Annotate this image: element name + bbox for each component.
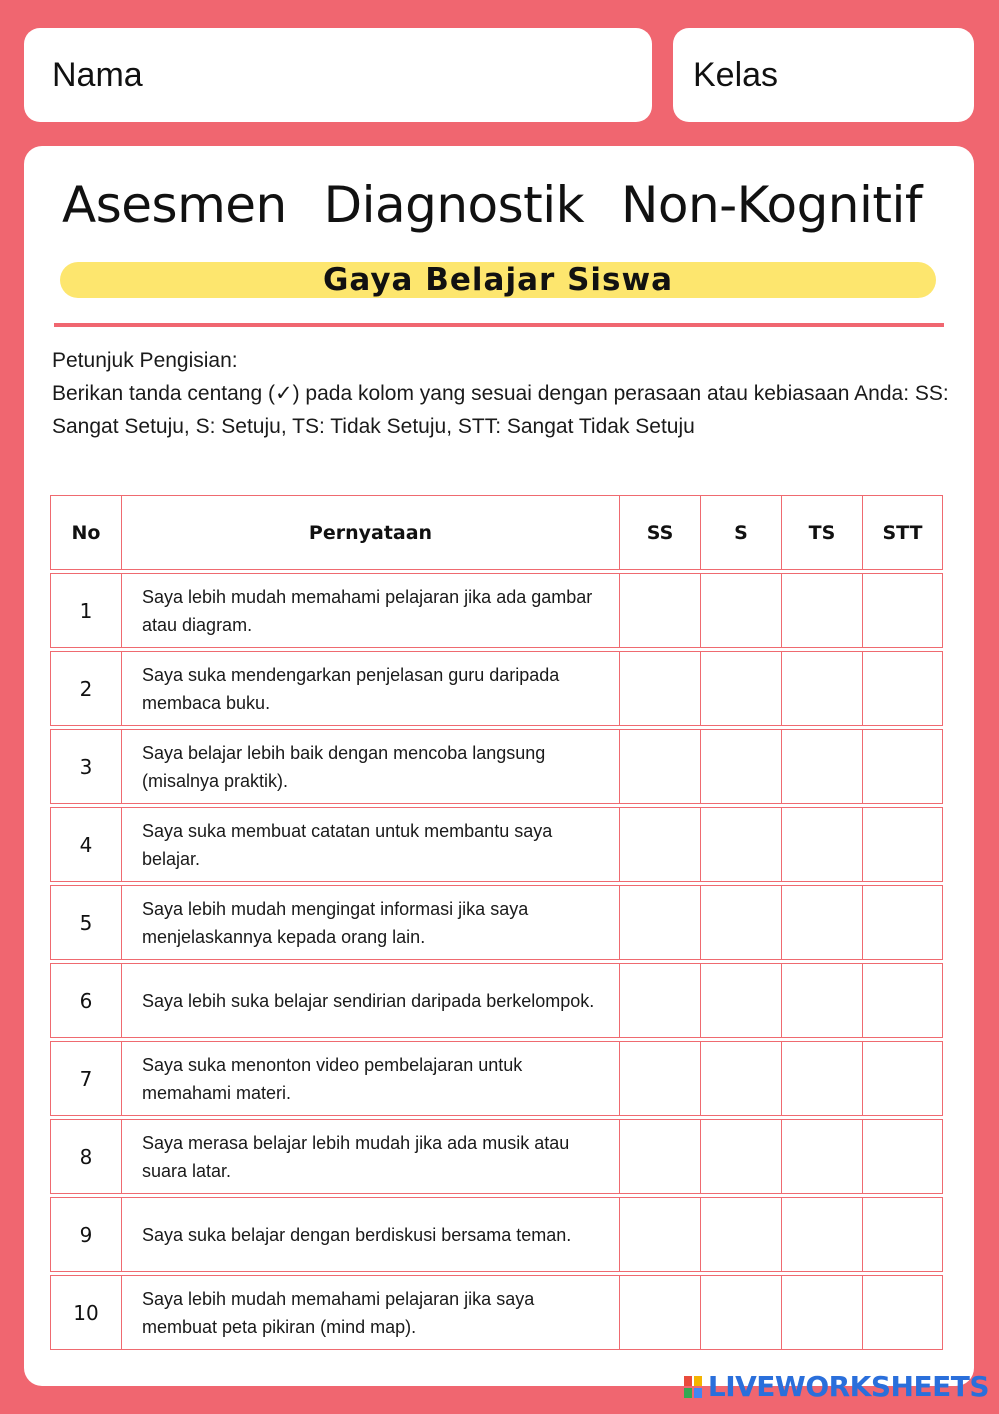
- table-row: [50, 963, 943, 1038]
- option-stt-cell[interactable]: [862, 1197, 943, 1272]
- row-statement: Saya lebih suka belajar sendirian daripada berkelompok.: [121, 963, 619, 1038]
- row-number: 2: [50, 651, 121, 726]
- option-ss-cell[interactable]: [619, 729, 700, 804]
- row-statement: Saya lebih mudah mengingat informasi jika saya menjelaskannya kepada orang lain.: [121, 885, 619, 960]
- option-ts-cell[interactable]: [781, 651, 862, 726]
- option-s-cell[interactable]: [700, 963, 781, 1038]
- option-s-cell[interactable]: [700, 1275, 781, 1350]
- table-row: [50, 1119, 943, 1194]
- option-ss-cell[interactable]: [619, 1275, 700, 1350]
- table-row: [50, 573, 943, 648]
- option-stt-cell[interactable]: [862, 807, 943, 882]
- row-number: 9: [50, 1197, 121, 1272]
- option-s-cell[interactable]: [700, 807, 781, 882]
- row-number: 5: [50, 885, 121, 960]
- option-ss-cell[interactable]: [619, 573, 700, 648]
- row-statement: Saya lebih mudah memahami pelajaran jika saya membuat peta pikiran (mind map).: [121, 1275, 619, 1350]
- header-no: No: [50, 495, 121, 570]
- logo-square-icon: [694, 1388, 702, 1398]
- table-row: [50, 651, 943, 726]
- header-s: S: [700, 495, 781, 570]
- option-s-cell[interactable]: [700, 651, 781, 726]
- liveworksheets-logo-icon: [684, 1376, 702, 1398]
- option-stt-cell[interactable]: [862, 1119, 943, 1194]
- option-stt-cell[interactable]: [862, 963, 943, 1038]
- logo-square-icon: [694, 1376, 702, 1386]
- row-number: 7: [50, 1041, 121, 1116]
- table-row: [50, 1197, 943, 1272]
- option-s-cell[interactable]: [700, 729, 781, 804]
- row-number: 10: [50, 1275, 121, 1350]
- option-s-cell[interactable]: [700, 885, 781, 960]
- watermark-text: LIVEWORKSHEETS: [707, 1370, 989, 1403]
- option-ss-cell[interactable]: [619, 885, 700, 960]
- header-stt: STT: [862, 495, 943, 570]
- option-ts-cell[interactable]: [781, 1275, 862, 1350]
- header-statement: Pernyataan: [121, 495, 619, 570]
- instructions-block: [52, 344, 952, 443]
- option-stt-cell[interactable]: [862, 1041, 943, 1116]
- title-word-1: Asesmen: [62, 176, 287, 234]
- row-statement: Saya lebih mudah memahami pelajaran jika ada gambar atau diagram.: [121, 573, 619, 648]
- liveworksheets-watermark[interactable]: [684, 1370, 989, 1403]
- option-ts-cell[interactable]: [781, 963, 862, 1038]
- table-row: [50, 729, 943, 804]
- table-row: [50, 1275, 943, 1350]
- page-title: [62, 176, 922, 234]
- option-s-cell[interactable]: [700, 1041, 781, 1116]
- logo-square-icon: [684, 1376, 692, 1386]
- survey-table: [50, 492, 943, 1353]
- row-statement: Saya belajar lebih baik dengan mencoba langsung (misalnya praktik).: [121, 729, 619, 804]
- header-ss: SS: [619, 495, 700, 570]
- option-ss-cell[interactable]: [619, 963, 700, 1038]
- title-word-3: Non-Kognitif: [620, 176, 922, 234]
- row-number: 3: [50, 729, 121, 804]
- subtitle-text: Gaya Belajar Siswa: [322, 262, 674, 298]
- table-row: [50, 807, 943, 882]
- subtitle-banner: [60, 262, 936, 298]
- class-label: Kelas: [693, 55, 779, 94]
- option-ts-cell[interactable]: [781, 1041, 862, 1116]
- row-statement: Saya suka mendengarkan penjelasan guru daripada membaca buku.: [121, 651, 619, 726]
- row-number: 4: [50, 807, 121, 882]
- option-ts-cell[interactable]: [781, 885, 862, 960]
- option-stt-cell[interactable]: [862, 885, 943, 960]
- option-stt-cell[interactable]: [862, 651, 943, 726]
- option-ts-cell[interactable]: [781, 807, 862, 882]
- name-label: Nama: [52, 55, 143, 94]
- row-statement: Saya suka menonton video pembelajaran untuk memahami materi.: [121, 1041, 619, 1116]
- option-s-cell[interactable]: [700, 1197, 781, 1272]
- option-s-cell[interactable]: [700, 1119, 781, 1194]
- option-stt-cell[interactable]: [862, 573, 943, 648]
- instructions-heading: Petunjuk Pengisian:: [52, 349, 238, 372]
- row-number: 6: [50, 963, 121, 1038]
- row-statement: Saya suka belajar dengan berdiskusi bersama teman.: [121, 1197, 619, 1272]
- instructions-body: Berikan tanda centang (✓) pada kolom yang sesuai dengan perasaan atau kebiasaan Anda: SS: Sangat Setuju, S: Setuju, TS: Tidak Setuju, STT: Sangat Tidak Setuju: [52, 382, 949, 438]
- option-ts-cell[interactable]: [781, 1119, 862, 1194]
- option-ss-cell[interactable]: [619, 651, 700, 726]
- option-stt-cell[interactable]: [862, 729, 943, 804]
- option-s-cell[interactable]: [700, 573, 781, 648]
- table-header-row: [50, 495, 943, 570]
- option-ss-cell[interactable]: [619, 807, 700, 882]
- option-ts-cell[interactable]: [781, 1197, 862, 1272]
- class-field[interactable]: [673, 28, 974, 122]
- worksheet-card: [24, 146, 974, 1386]
- name-field[interactable]: [24, 28, 652, 122]
- row-statement: Saya suka membuat catatan untuk membantu saya belajar.: [121, 807, 619, 882]
- header-ts: TS: [781, 495, 862, 570]
- option-ts-cell[interactable]: [781, 573, 862, 648]
- option-stt-cell[interactable]: [862, 1275, 943, 1350]
- row-statement: Saya merasa belajar lebih mudah jika ada musik atau suara latar.: [121, 1119, 619, 1194]
- option-ts-cell[interactable]: [781, 729, 862, 804]
- divider-line: [54, 323, 944, 327]
- table-row: [50, 1041, 943, 1116]
- logo-square-icon: [684, 1388, 692, 1398]
- option-ss-cell[interactable]: [619, 1197, 700, 1272]
- row-number: 8: [50, 1119, 121, 1194]
- option-ss-cell[interactable]: [619, 1119, 700, 1194]
- title-word-2: Diagnostik: [323, 176, 585, 234]
- row-number: 1: [50, 573, 121, 648]
- table-row: [50, 885, 943, 960]
- option-ss-cell[interactable]: [619, 1041, 700, 1116]
